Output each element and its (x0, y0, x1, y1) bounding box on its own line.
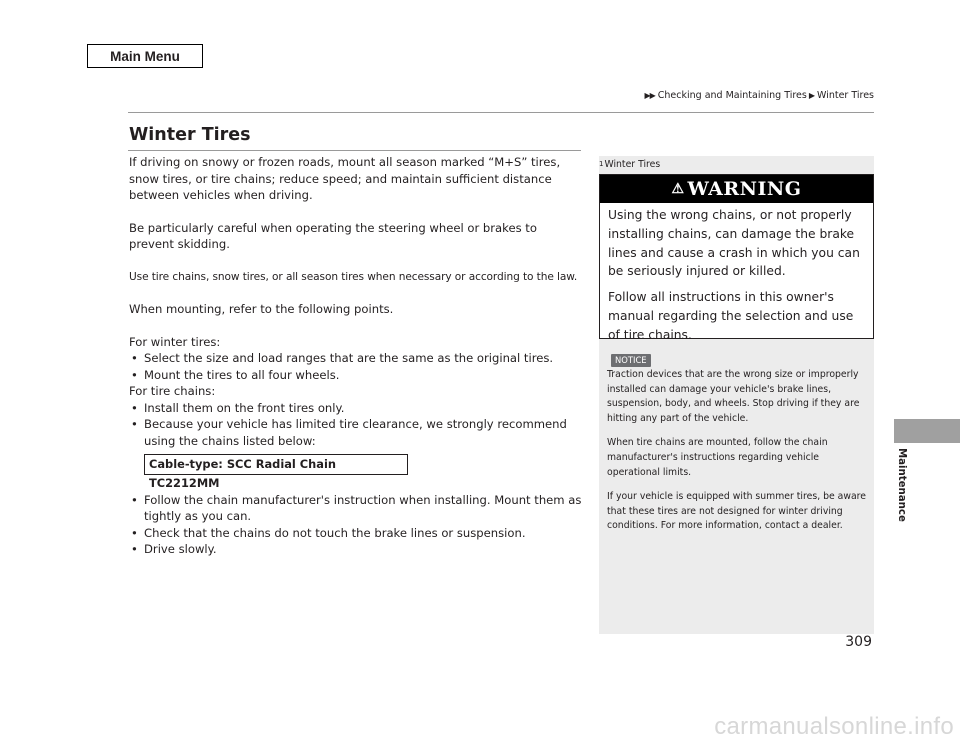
paragraph-careful: Be particularly careful when operating the steering wheel or brakes to prevent skidding. (129, 220, 537, 251)
note-chain-limits: When tire chains are mounted, follow the chain manufacturer's instructions regarding vehicle operational limits. (607, 437, 828, 478)
sidebar-note (599, 156, 874, 634)
list-item: • Check that the chains do not touch the brake lines or suspension. (129, 525, 584, 542)
note-summer-tires: If your vehicle is equipped with summer tires, be aware that these tires are not designed for winter driving conditions. For more information, contact a dealer. (607, 491, 867, 532)
note-heading-text: Winter Tires (604, 159, 661, 170)
winter-tires-heading: For winter tires: (129, 334, 221, 349)
paragraph-intro: If driving on snowy or frozen roads, mount all season marked “M+S” tires, snow tires, or tire chains; reduce speed; and maintain sufficient distance between vehicles when driving. (129, 155, 561, 202)
warning-text-1: Using the wrong chains, or not properly installing chains, can damage the brake lines and cause a crash in which you can be seriously injured or killed. (608, 208, 860, 279)
watermark: carmanualsonline.info (714, 713, 954, 740)
warning-box (599, 174, 874, 342)
warning-label: WARNING (687, 178, 802, 200)
paragraph-law: Use tire chains, snow tires, or all season tires when necessary or according to the law. (129, 270, 578, 283)
section-tab[interactable] (894, 419, 960, 443)
list-item: • Drive slowly. (129, 541, 584, 558)
list-item: • Install them on the front tires only. (129, 400, 584, 417)
list-item: • Select the size and load ranges that are the same as the original tires. (129, 350, 584, 367)
section-tab-label: Maintenance (896, 448, 907, 522)
notice-text: Traction devices that are the wrong size or improperly installed can damage your vehicle's brake lines, suspension, body, and wheels. Stop driving if they are hitting any part of the vehicle. (607, 369, 860, 424)
main-menu-button[interactable]: Main Menu (87, 44, 203, 68)
list-item: • Follow the chain manufacturer's instruction when installing. Mount them as tightly as you can. (129, 492, 584, 525)
list-item: • Because your vehicle has limited tire clearance, we strongly recommend using the chains listed below: (129, 416, 584, 449)
note-ref-number: 1 (599, 160, 604, 168)
warning-text-2: Follow all instructions in this owner's manual regarding the selection and use of tire chains. (608, 290, 854, 342)
page-number: 309 (845, 634, 872, 650)
chain-spec-box: Cable-type: SCC Radial Chain TC2212MM (144, 454, 408, 475)
header-divider (128, 112, 874, 113)
breadcrumb-item-checking-tires[interactable]: Checking and Maintaining Tires (657, 90, 807, 101)
paragraph-mounting: When mounting, refer to the following points. (129, 302, 394, 316)
warning-header (600, 175, 873, 203)
note-heading (599, 159, 660, 170)
list-item: • Mount the tires to all four wheels. (129, 367, 584, 384)
title-divider (128, 150, 581, 151)
breadcrumb-item-winter-tires[interactable]: Winter Tires (817, 90, 874, 101)
page-title: Winter Tires (129, 125, 251, 145)
breadcrumb-arrows-icon: ▶▶ (644, 91, 655, 100)
breadcrumb (644, 90, 874, 101)
tire-chains-heading: For tire chains: (129, 384, 216, 398)
breadcrumb-separator-icon: ▶ (808, 91, 816, 100)
warning-triangle-icon: ⚠ (671, 181, 685, 197)
main-content (129, 154, 584, 558)
notice-badge: NOTICE (611, 354, 651, 367)
